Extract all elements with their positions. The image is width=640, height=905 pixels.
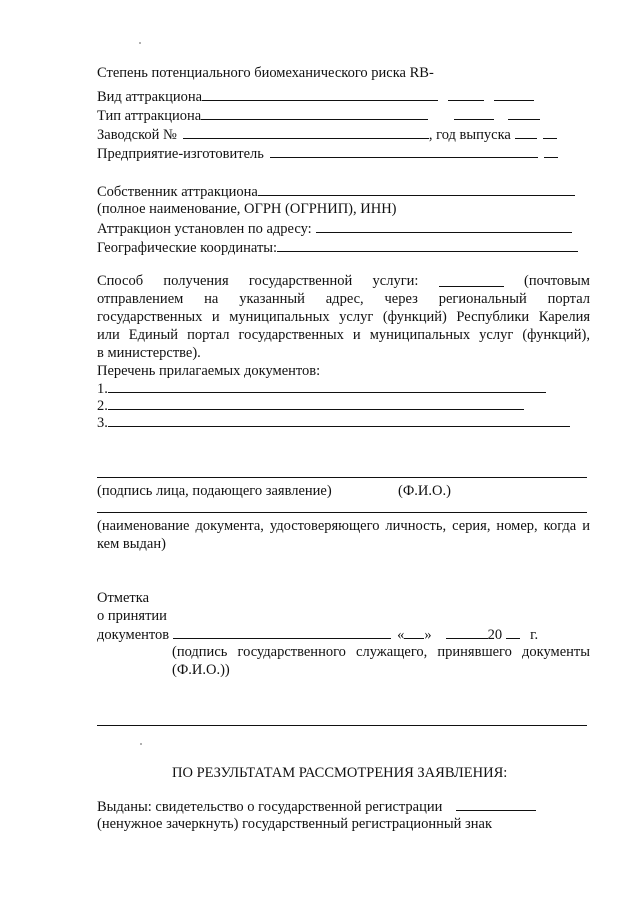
document-item-3-field[interactable] bbox=[108, 413, 570, 427]
acceptance-mark-line-3: документов « » 20 г. bbox=[97, 627, 539, 643]
applicant-signature-line[interactable] bbox=[97, 477, 587, 478]
acceptance-mark-line-1: Отметка bbox=[97, 590, 150, 606]
attraction-type-label: Тип аттракциона bbox=[97, 108, 202, 124]
service-method-line-5: в министерстве). bbox=[97, 345, 201, 361]
manufacture-year-label: , год выпуска bbox=[428, 127, 511, 143]
owner-row bbox=[97, 182, 575, 201]
signature-hint-row bbox=[97, 482, 332, 500]
officer-signature-field[interactable] bbox=[173, 625, 391, 639]
service-method-line-3: государственных и муниципальных услуг (функций) Республики Карелия bbox=[97, 309, 590, 325]
risk-degree-label: Степень потенциального биомеханического риска RB- bbox=[97, 65, 434, 81]
issued-label: Выданы: свидетельство о государственной регистрации bbox=[97, 799, 443, 815]
risk-degree-line bbox=[97, 64, 434, 82]
address-field[interactable] bbox=[316, 219, 572, 233]
identity-document-line[interactable] bbox=[97, 512, 587, 513]
result-heading: ПО РЕЗУЛЬТАТАМ РАССМОТРЕНИЯ ЗАЯВЛЕНИЯ: bbox=[172, 765, 508, 781]
documents-list-label: Перечень прилагаемых документов: bbox=[97, 363, 321, 379]
manufacture-year-field-2[interactable] bbox=[543, 125, 557, 139]
date-year-field[interactable] bbox=[506, 625, 520, 639]
attraction-type-field-3[interactable] bbox=[508, 106, 540, 120]
manufacture-year-field[interactable] bbox=[515, 125, 537, 139]
issued-row bbox=[97, 797, 536, 816]
attraction-type-field-2[interactable] bbox=[454, 106, 494, 120]
issued-row-2 bbox=[97, 815, 492, 833]
service-method-line-4: или Единый портал государственных и муниципальных услуг (функций), bbox=[97, 327, 590, 343]
document-item-2-field[interactable] bbox=[108, 396, 524, 410]
result-separator-line bbox=[97, 725, 587, 726]
document-item-1: 1. bbox=[97, 379, 546, 398]
owner-hint: (полное наименование, ОГРН (ОГРНИП), ИНН) bbox=[97, 201, 397, 217]
attraction-kind-field-3[interactable] bbox=[494, 87, 534, 101]
date-day-field[interactable] bbox=[404, 625, 424, 639]
manufacturer-label: Предприятие-изготовитель bbox=[97, 146, 264, 162]
document-item-3: 3. bbox=[97, 413, 570, 432]
acceptance-mark-line-2: о принятии bbox=[97, 608, 167, 624]
attraction-type-field[interactable] bbox=[201, 106, 428, 120]
address-row bbox=[97, 219, 572, 238]
owner-field[interactable] bbox=[258, 182, 575, 196]
fio-hint: (Ф.И.О.) bbox=[398, 483, 451, 499]
owner-hint-row bbox=[97, 200, 397, 218]
address-label: Аттракцион установлен по адресу: bbox=[97, 221, 312, 237]
attraction-kind-row bbox=[97, 87, 534, 106]
document-item-2: 2. bbox=[97, 396, 524, 415]
attraction-kind-field-2[interactable] bbox=[448, 87, 484, 101]
manufacturer-field[interactable] bbox=[270, 144, 538, 158]
issued-field[interactable] bbox=[456, 797, 536, 811]
date-month-field[interactable] bbox=[446, 625, 488, 639]
attraction-kind-label: Вид аттракциона bbox=[97, 89, 203, 105]
owner-label: Собственник аттракциона bbox=[97, 184, 258, 200]
scan-speck-2 bbox=[140, 743, 142, 745]
service-method-line-2: отправлением на указанный адрес, через региональный портал bbox=[97, 291, 590, 307]
fio-hint-row bbox=[398, 482, 451, 500]
coordinates-label: Географические координаты: bbox=[97, 240, 278, 256]
attraction-kind-field[interactable] bbox=[202, 87, 438, 101]
scan-speck bbox=[139, 42, 141, 44]
serial-number-label: Заводской № bbox=[97, 127, 177, 143]
coordinates-row bbox=[97, 238, 578, 257]
service-method-field[interactable] bbox=[439, 273, 504, 287]
serial-number-field[interactable] bbox=[183, 125, 429, 139]
documents-list-label-row bbox=[97, 362, 320, 380]
document-item-1-field[interactable] bbox=[108, 379, 546, 393]
identity-document-hint: (наименование документа, удостоверяющего личность, серия, номер, когда и кем выдан) bbox=[97, 518, 590, 552]
attraction-type-row bbox=[97, 106, 540, 125]
coordinates-field[interactable] bbox=[277, 238, 578, 252]
manufacturer-row bbox=[97, 144, 558, 163]
service-method-paragraph bbox=[97, 272, 590, 362]
manufacturer-field-2[interactable] bbox=[544, 144, 558, 158]
service-method-line-1: Способ получения государственной услуги: (почтовым bbox=[97, 273, 590, 289]
officer-hint: (подпись государственного служащего, принявшего документы (Ф.И.О.)) bbox=[172, 644, 590, 678]
issued-label-2: (ненужное зачеркнуть) государственный регистрационный знак bbox=[97, 816, 492, 832]
signature-hint: (подпись лица, подающего заявление) bbox=[97, 483, 332, 499]
serial-number-row bbox=[97, 125, 557, 144]
